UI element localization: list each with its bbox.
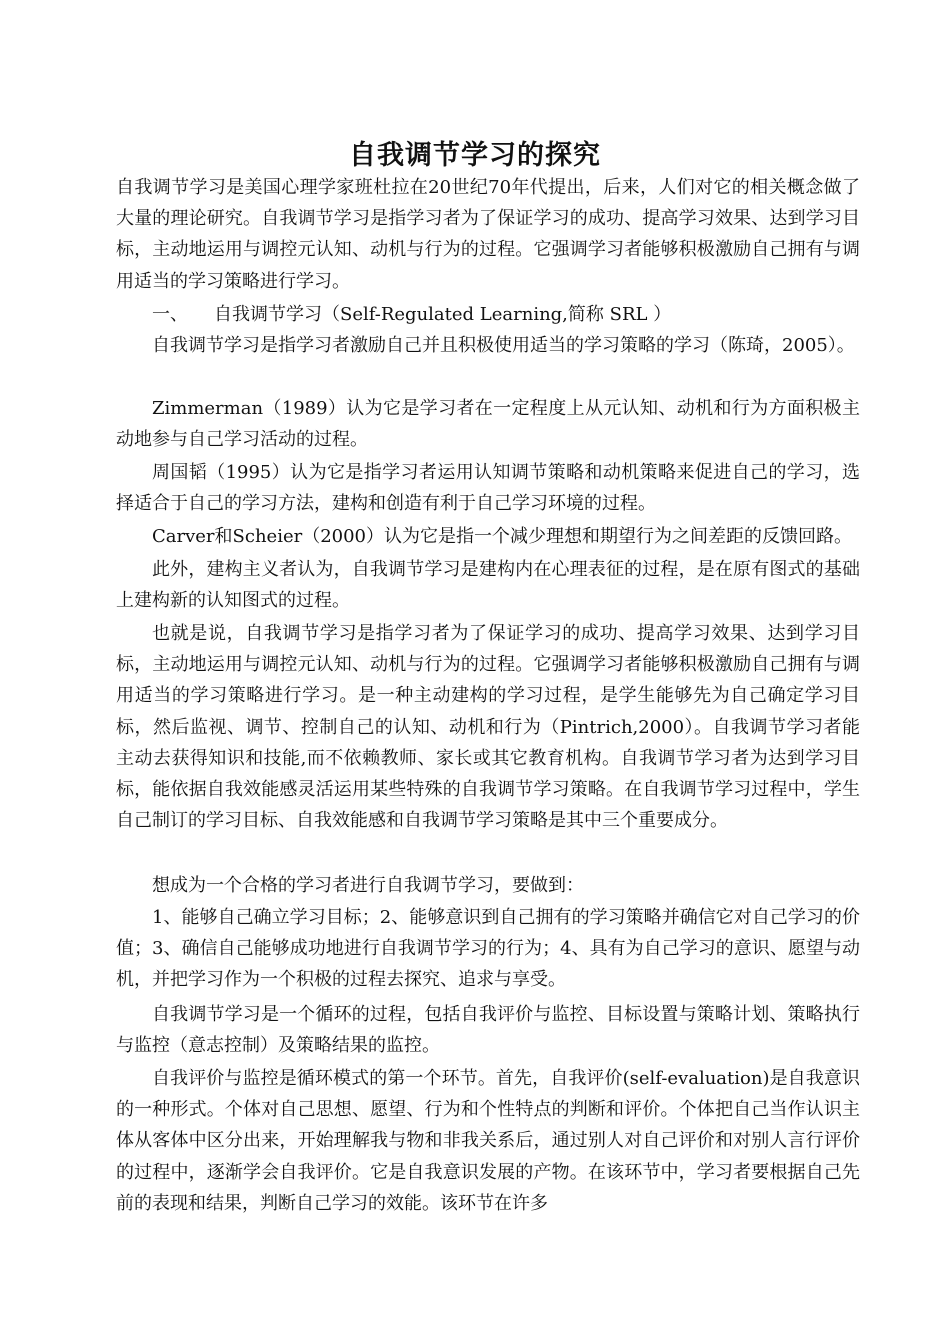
section-heading-text: 自我调节学习（Self-Regulated Learning,简称 SRL ） xyxy=(214,304,672,325)
paragraph-zhou-guotao: 周国韬（1995）认为它是指学习者运用认知调节策略和动机策略来促进自己的学习，选择适合于自己的学习方法，建构和创造有利于自己学习环境的过程。 xyxy=(116,462,860,515)
paragraph-requirements-list: 1、能够自己确立学习目标；2、能够意识到自己拥有的学习策略并确信它对自己学习的价值；3、确信自己能够成功地进行自我调节学习的行为；4、具有为自己学习的意识、愿望与动机，并把学习作为一个积极的过程去探究、追求与享受。 xyxy=(116,907,860,991)
paragraph-zimmerman: Zimmerman（1989）认为它是学习者在一定程度上从元认知、动机和行为方面积极主动地参与自己学习活动的过程。 xyxy=(116,398,860,451)
paragraph-self-evaluation: 自我评价与监控是循环模式的第一个环节。首先，自我评价(self-evaluation)是自我意识的一种形式。个体对自己思想、愿望、行为和个性特点的判断和评价。个体把自己当作认识主体从客体中区分出来，开始理解我与物和非我关系后，通过别人对自己评价和对别人言行评价的过程中，逐渐学会自我评价。它是自我意识发展的产物。在该环节中，学习者要根据自己先前的表现和结果，判断自己学习的效能。该环节在许多 xyxy=(116,1068,860,1214)
intro-paragraph: 自我调节学习是美国心理学家班杜拉在20世纪70年代提出，后来，人们对它的相关概念做了大量的理论研究。自我调节学习是指学习者为了保证学习的成功、提高学习效果、达到学习目标，主动地运用与调控元认知、动机与行为的过程。它强调学习者能够积极激励自己拥有与调用适当的学习策略进行学习。 xyxy=(116,177,860,292)
document-title: 自我调节学习的探究 xyxy=(349,140,601,172)
paragraph-requirements-intro: 想成为一个合格的学习者进行自我调节学习，要做到： xyxy=(152,875,584,896)
section-number: 一、 xyxy=(152,304,188,325)
section-heading xyxy=(152,299,671,330)
paragraph-constructivism: 此外，建构主义者认为，自我调节学习是建构内在心理表征的过程，是在原有图式的基础上建构新的认知图式的过程。 xyxy=(116,559,860,612)
paragraph-carver-scheier: Carver和Scheier（2000）认为它是指一个减少理想和期望行为之间差距的反馈回路。 xyxy=(152,526,853,547)
paragraph-definition-chenqi: 自我调节学习是指学习者激励自己并且积极使用适当的学习策略的学习（陈琦，2005）。 xyxy=(152,335,855,356)
paragraph-cycle: 自我调节学习是一个循环的过程，包括自我评价与监控、目标设置与策略计划、策略执行与监控（意志控制）及策略结果的监控。 xyxy=(116,1004,860,1057)
paragraph-summary: 也就是说，自我调节学习是指学习者为了保证学习的成功、提高学习效果、达到学习目标，主动地运用与调控元认知、动机与行为的过程。它强调学习者能够积极激励自己拥有与调用适当的学习策略进行学习。是一种主动建构的学习过程，是学生能够先为自己确定学习目标，然后监视、调节、控制自己的认知、动机和行为（Pintrich,2000）。自我调节学习者能主动去获得知识和技能,而不依赖教师、家长或其它教育机构。自我调节学习者为达到学习目标，能依据自我效能感灵活运用某些特殊的自我调节学习策略。在自我调节学习过程中，学生自己制订的学习目标、自我效能感和自我调节学习策略是其中三个重要成分。 xyxy=(116,623,860,832)
